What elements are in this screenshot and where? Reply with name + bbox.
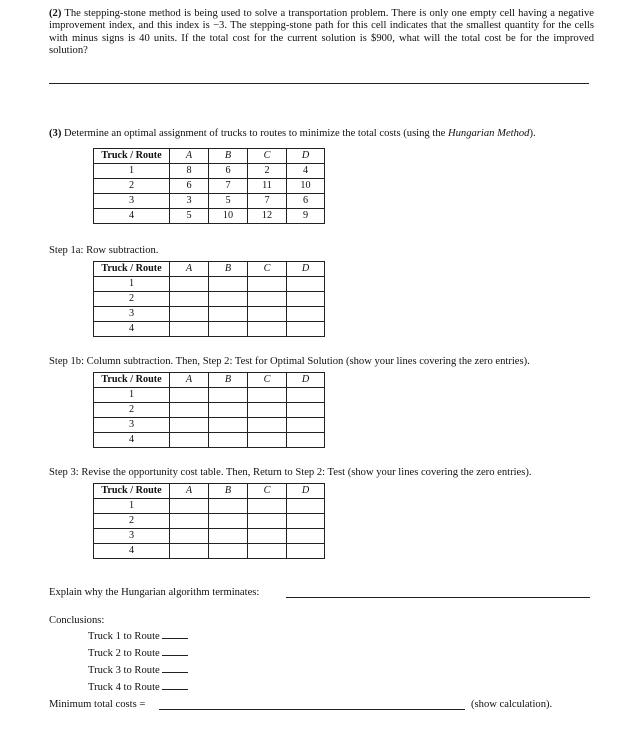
blank-cell[interactable] (287, 277, 325, 292)
table-row (94, 179, 325, 194)
table-row (94, 194, 325, 209)
header-route-d: D (287, 262, 325, 277)
conclusion-label: Truck 3 to Route (88, 665, 160, 676)
conclusion-item-3 (88, 662, 188, 677)
cost-cell: 6 (170, 179, 209, 194)
blank-cell[interactable] (287, 292, 325, 307)
blank-cell[interactable] (287, 499, 325, 514)
header-route-d: D (287, 373, 325, 388)
truck-label: 3 (94, 529, 170, 544)
blank-cell[interactable] (209, 307, 248, 322)
truck-label: 2 (94, 403, 170, 418)
header-route-b: B (209, 262, 248, 277)
cost-cell: 10 (287, 179, 325, 194)
blank-cell[interactable] (248, 322, 287, 337)
conclusion-label: Truck 2 to Route (88, 648, 160, 659)
conclusion-item-1 (88, 628, 188, 643)
table-row (94, 164, 325, 179)
header-route-d: D (287, 484, 325, 499)
cost-cell: 11 (248, 179, 287, 194)
cost-cell: 12 (248, 209, 287, 224)
blank-cell[interactable] (287, 403, 325, 418)
table-row (94, 403, 325, 418)
blank-cell[interactable] (248, 388, 287, 403)
route-answer-blank[interactable] (162, 628, 188, 639)
truck-label: 3 (94, 418, 170, 433)
conclusion-item-2 (88, 645, 188, 660)
cost-cell: 7 (248, 194, 287, 209)
question-3-text-end: ). (529, 128, 536, 139)
blank-cell[interactable] (209, 292, 248, 307)
blank-cell[interactable] (170, 403, 209, 418)
blank-cell[interactable] (209, 529, 248, 544)
blank-cell[interactable] (248, 307, 287, 322)
table-row (94, 307, 325, 322)
truck-label: 2 (94, 514, 170, 529)
blank-cell[interactable] (287, 418, 325, 433)
blank-cell[interactable] (170, 433, 209, 448)
blank-cell[interactable] (287, 322, 325, 337)
cost-cell: 6 (287, 194, 325, 209)
table-row (94, 529, 325, 544)
header-route-a: A (170, 373, 209, 388)
cost-truck-label: 2 (94, 179, 170, 194)
header-truck-route: Truck / Route (94, 262, 170, 277)
cost-truck-label: 3 (94, 194, 170, 209)
blank-cell[interactable] (248, 499, 287, 514)
header-route-c: C (248, 373, 287, 388)
header-route-b: B (209, 149, 248, 164)
cost-cell: 5 (209, 194, 248, 209)
cost-table-header (94, 149, 325, 164)
header-route-a: A (170, 262, 209, 277)
blank-cell[interactable] (287, 388, 325, 403)
step-3-label: Step 3: Revise the opportunity cost table. Then, Return to Step 2: Test (show your lines covering the zero entries). (49, 467, 532, 478)
question-3-number: (3) (49, 128, 62, 139)
cost-cell: 3 (170, 194, 209, 209)
blank-cell[interactable] (248, 418, 287, 433)
conclusions-heading: Conclusions: (49, 615, 105, 626)
question-3-method: Hungarian Method (447, 128, 530, 139)
truck-label: 4 (94, 544, 170, 559)
table-row (94, 544, 325, 559)
cost-cell: 9 (287, 209, 325, 224)
blank-cell[interactable] (248, 403, 287, 418)
step-table-header (94, 262, 325, 277)
blank-cell[interactable] (209, 322, 248, 337)
conclusion-label: Truck 1 to Route (88, 631, 160, 642)
table-row (94, 433, 325, 448)
blank-cell[interactable] (209, 433, 248, 448)
header-route-d: D (287, 149, 325, 164)
cost-cell: 6 (209, 164, 248, 179)
step-table-header (94, 373, 325, 388)
truck-label: 1 (94, 499, 170, 514)
step-1b-label: Step 1b: Column subtraction. Then, Step 2: Test for Optimal Solution (show your lines covering the zero entries). (49, 356, 530, 367)
truck-label: 3 (94, 307, 170, 322)
blank-cell[interactable] (170, 529, 209, 544)
header-route-c: C (248, 149, 287, 164)
step-1a-table (93, 261, 325, 337)
cost-cell: 10 (209, 209, 248, 224)
cost-table (93, 148, 325, 224)
question-2-text: The stepping-stone method is being used to solve a transportation problem. There is only one empty cell having a negative improvement index, and this index is −3. The stepping-stone path for this cell indicates that the smallest quantity for the cells with minus signs is 40 units. If the total cost for the current solution is $900, what will the total cost be for the improved solution? (49, 8, 594, 56)
cost-cell: 4 (287, 164, 325, 179)
table-row (94, 292, 325, 307)
header-route-c: C (248, 262, 287, 277)
blank-cell[interactable] (170, 277, 209, 292)
step-3-table (93, 483, 325, 559)
blank-cell[interactable] (170, 418, 209, 433)
header-truck-route: Truck / Route (94, 373, 170, 388)
minimum-cost-answer-line[interactable] (159, 709, 465, 710)
truck-label: 2 (94, 292, 170, 307)
blank-cell[interactable] (170, 544, 209, 559)
blank-cell[interactable] (248, 529, 287, 544)
cost-truck-label: 4 (94, 209, 170, 224)
question-2 (49, 8, 594, 57)
explain-prompt: Explain why the Hungarian algorithm terminates: (49, 587, 260, 598)
question-3-text: Determine an optimal assignment of trucks to routes to minimize the total costs (using the (64, 128, 448, 139)
header-truck-route: Truck / Route (94, 149, 170, 164)
cost-cell: 2 (248, 164, 287, 179)
truck-label: 4 (94, 322, 170, 337)
header-truck-route: Truck / Route (94, 484, 170, 499)
answer-line-q2[interactable] (49, 83, 589, 84)
header-route-a: A (170, 149, 209, 164)
header-route-c: C (248, 484, 287, 499)
blank-cell[interactable] (248, 433, 287, 448)
step-table-header (94, 484, 325, 499)
table-row (94, 209, 325, 224)
explain-answer-line[interactable] (286, 597, 590, 598)
blank-cell[interactable] (170, 292, 209, 307)
blank-cell[interactable] (209, 388, 248, 403)
blank-cell[interactable] (209, 514, 248, 529)
route-answer-blank[interactable] (162, 679, 188, 690)
blank-cell[interactable] (170, 322, 209, 337)
route-answer-blank[interactable] (162, 662, 188, 673)
show-calculation-note: (show calculation). (471, 699, 553, 710)
table-row (94, 499, 325, 514)
header-route-b: B (209, 484, 248, 499)
blank-cell[interactable] (287, 307, 325, 322)
blank-cell[interactable] (248, 544, 287, 559)
blank-cell[interactable] (170, 514, 209, 529)
blank-cell[interactable] (248, 514, 287, 529)
table-row (94, 277, 325, 292)
cost-cell: 7 (209, 179, 248, 194)
blank-cell[interactable] (287, 529, 325, 544)
truck-label: 1 (94, 277, 170, 292)
conclusion-label: Truck 4 to Route (88, 682, 160, 693)
truck-label: 1 (94, 388, 170, 403)
cost-truck-label: 1 (94, 164, 170, 179)
question-3 (49, 127, 536, 140)
blank-cell[interactable] (209, 277, 248, 292)
conclusion-item-4 (88, 679, 188, 694)
blank-cell[interactable] (209, 418, 248, 433)
table-row (94, 418, 325, 433)
cost-cell: 5 (170, 209, 209, 224)
step-1b-table (93, 372, 325, 448)
blank-cell[interactable] (209, 403, 248, 418)
blank-cell[interactable] (170, 499, 209, 514)
blank-cell[interactable] (209, 544, 248, 559)
blank-cell[interactable] (287, 544, 325, 559)
blank-cell[interactable] (248, 277, 287, 292)
blank-cell[interactable] (287, 514, 325, 529)
table-row (94, 514, 325, 529)
blank-cell[interactable] (209, 499, 248, 514)
cost-cell: 8 (170, 164, 209, 179)
blank-cell[interactable] (287, 433, 325, 448)
blank-cell[interactable] (248, 292, 287, 307)
header-route-b: B (209, 373, 248, 388)
route-answer-blank[interactable] (162, 645, 188, 656)
blank-cell[interactable] (170, 388, 209, 403)
question-2-number: (2) (49, 8, 62, 19)
step-1a-label: Step 1a: Row subtraction. (49, 245, 159, 256)
truck-label: 4 (94, 433, 170, 448)
header-route-a: A (170, 484, 209, 499)
table-row (94, 388, 325, 403)
minimum-total-costs-label: Minimum total costs = (49, 699, 146, 710)
blank-cell[interactable] (170, 307, 209, 322)
table-row (94, 322, 325, 337)
